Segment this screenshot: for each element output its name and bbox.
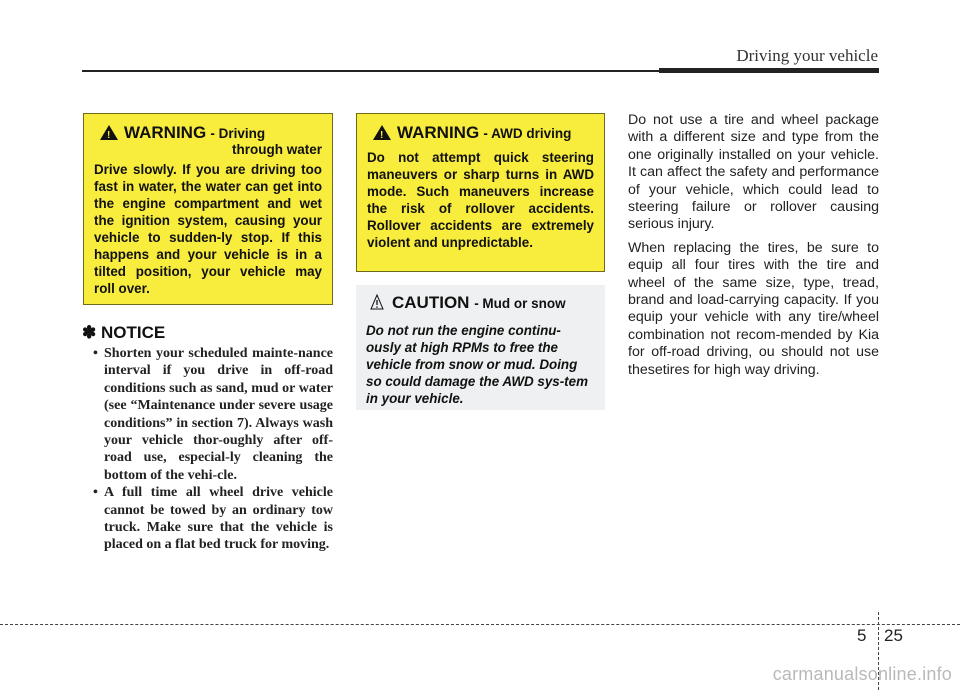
notice-list — [82, 345, 333, 554]
header-rule-accent — [659, 68, 879, 73]
caution-icon — [370, 294, 384, 310]
warning-subtitle-cont: through water — [232, 142, 322, 157]
paragraph: Do not use a tire and wheel package with a different size and type from the one originally installed on your vehicle. It can affect the safety and performance of your vehicle, which could lead to steering failure or rollover causing serious injury. — [628, 112, 879, 233]
warning-icon — [373, 125, 391, 140]
warning-label: WARNING — [124, 123, 207, 142]
caution-box — [356, 285, 605, 410]
notice-item: • A full time all wheel drive vehicle cannot be towed by an ordinary tow truck. Make sure that the vehicle is placed on a flat bed truck for moving. — [82, 484, 333, 554]
warning-box-water — [83, 113, 333, 305]
caution-label: CAUTION — [392, 293, 470, 312]
header-title: Driving your vehicle — [736, 46, 878, 65]
warning-body: Drive slowly. If you are driving too fast in water, the water can get into the engine compartment and wet the ignition system, causing your vehicle to sudden-ly stop. If this happens and your vehicle is in a tilted position, your vehicle may roll over. — [94, 162, 322, 296]
warning-header — [367, 124, 594, 143]
warning-header — [94, 124, 322, 159]
right-column-text — [628, 112, 879, 385]
footer-rule — [0, 624, 960, 625]
page-number: 25 — [884, 626, 903, 645]
notice-item: • Shorten your scheduled mainte-nance interval if you drive in off-road conditions such as sand, mud or water (see “Maintenance under severe usage conditions” in section 7). Always wash your vehicle thor-oughly after off-road use, especial-ly cleaning the bottom of the vehi-cle. — [82, 345, 333, 484]
warning-body: Do not attempt quick steering maneuvers or sharp turns in AWD mode. Such maneuvers increase the risk of rollover accidents. Rollover accidents are extremely violent and unpredictable. — [367, 150, 594, 250]
watermark: carmanualsonline.info — [772, 664, 952, 684]
warning-box-awd — [356, 113, 605, 272]
caution-subtitle: - Mud or snow — [474, 296, 566, 311]
warning-subtitle: - AWD driving — [483, 126, 572, 141]
page-section-number: 5 — [857, 626, 867, 645]
warning-subtitle: - Driving — [210, 126, 266, 141]
warning-label: WARNING — [397, 123, 480, 142]
notice-title: ✽ NOTICE — [82, 323, 166, 342]
caution-body: Do not run the engine continu-ously at high RPMs to free the vehicle from snow or mud. Doing so could damage the AWD sys-tem in your vehicle. — [366, 323, 588, 406]
caution-header — [366, 293, 595, 314]
warning-icon — [100, 125, 118, 140]
paragraph: When replacing the tires, be sure to equip all four tires with the tire and wheel of the same size, type, tread, brand and load-carrying capacity. If you equip your vehicle with any tire/wheel combination not recom-mended by Kia for off-road driving, ou should not use thesetires for high way driving. — [628, 239, 879, 378]
